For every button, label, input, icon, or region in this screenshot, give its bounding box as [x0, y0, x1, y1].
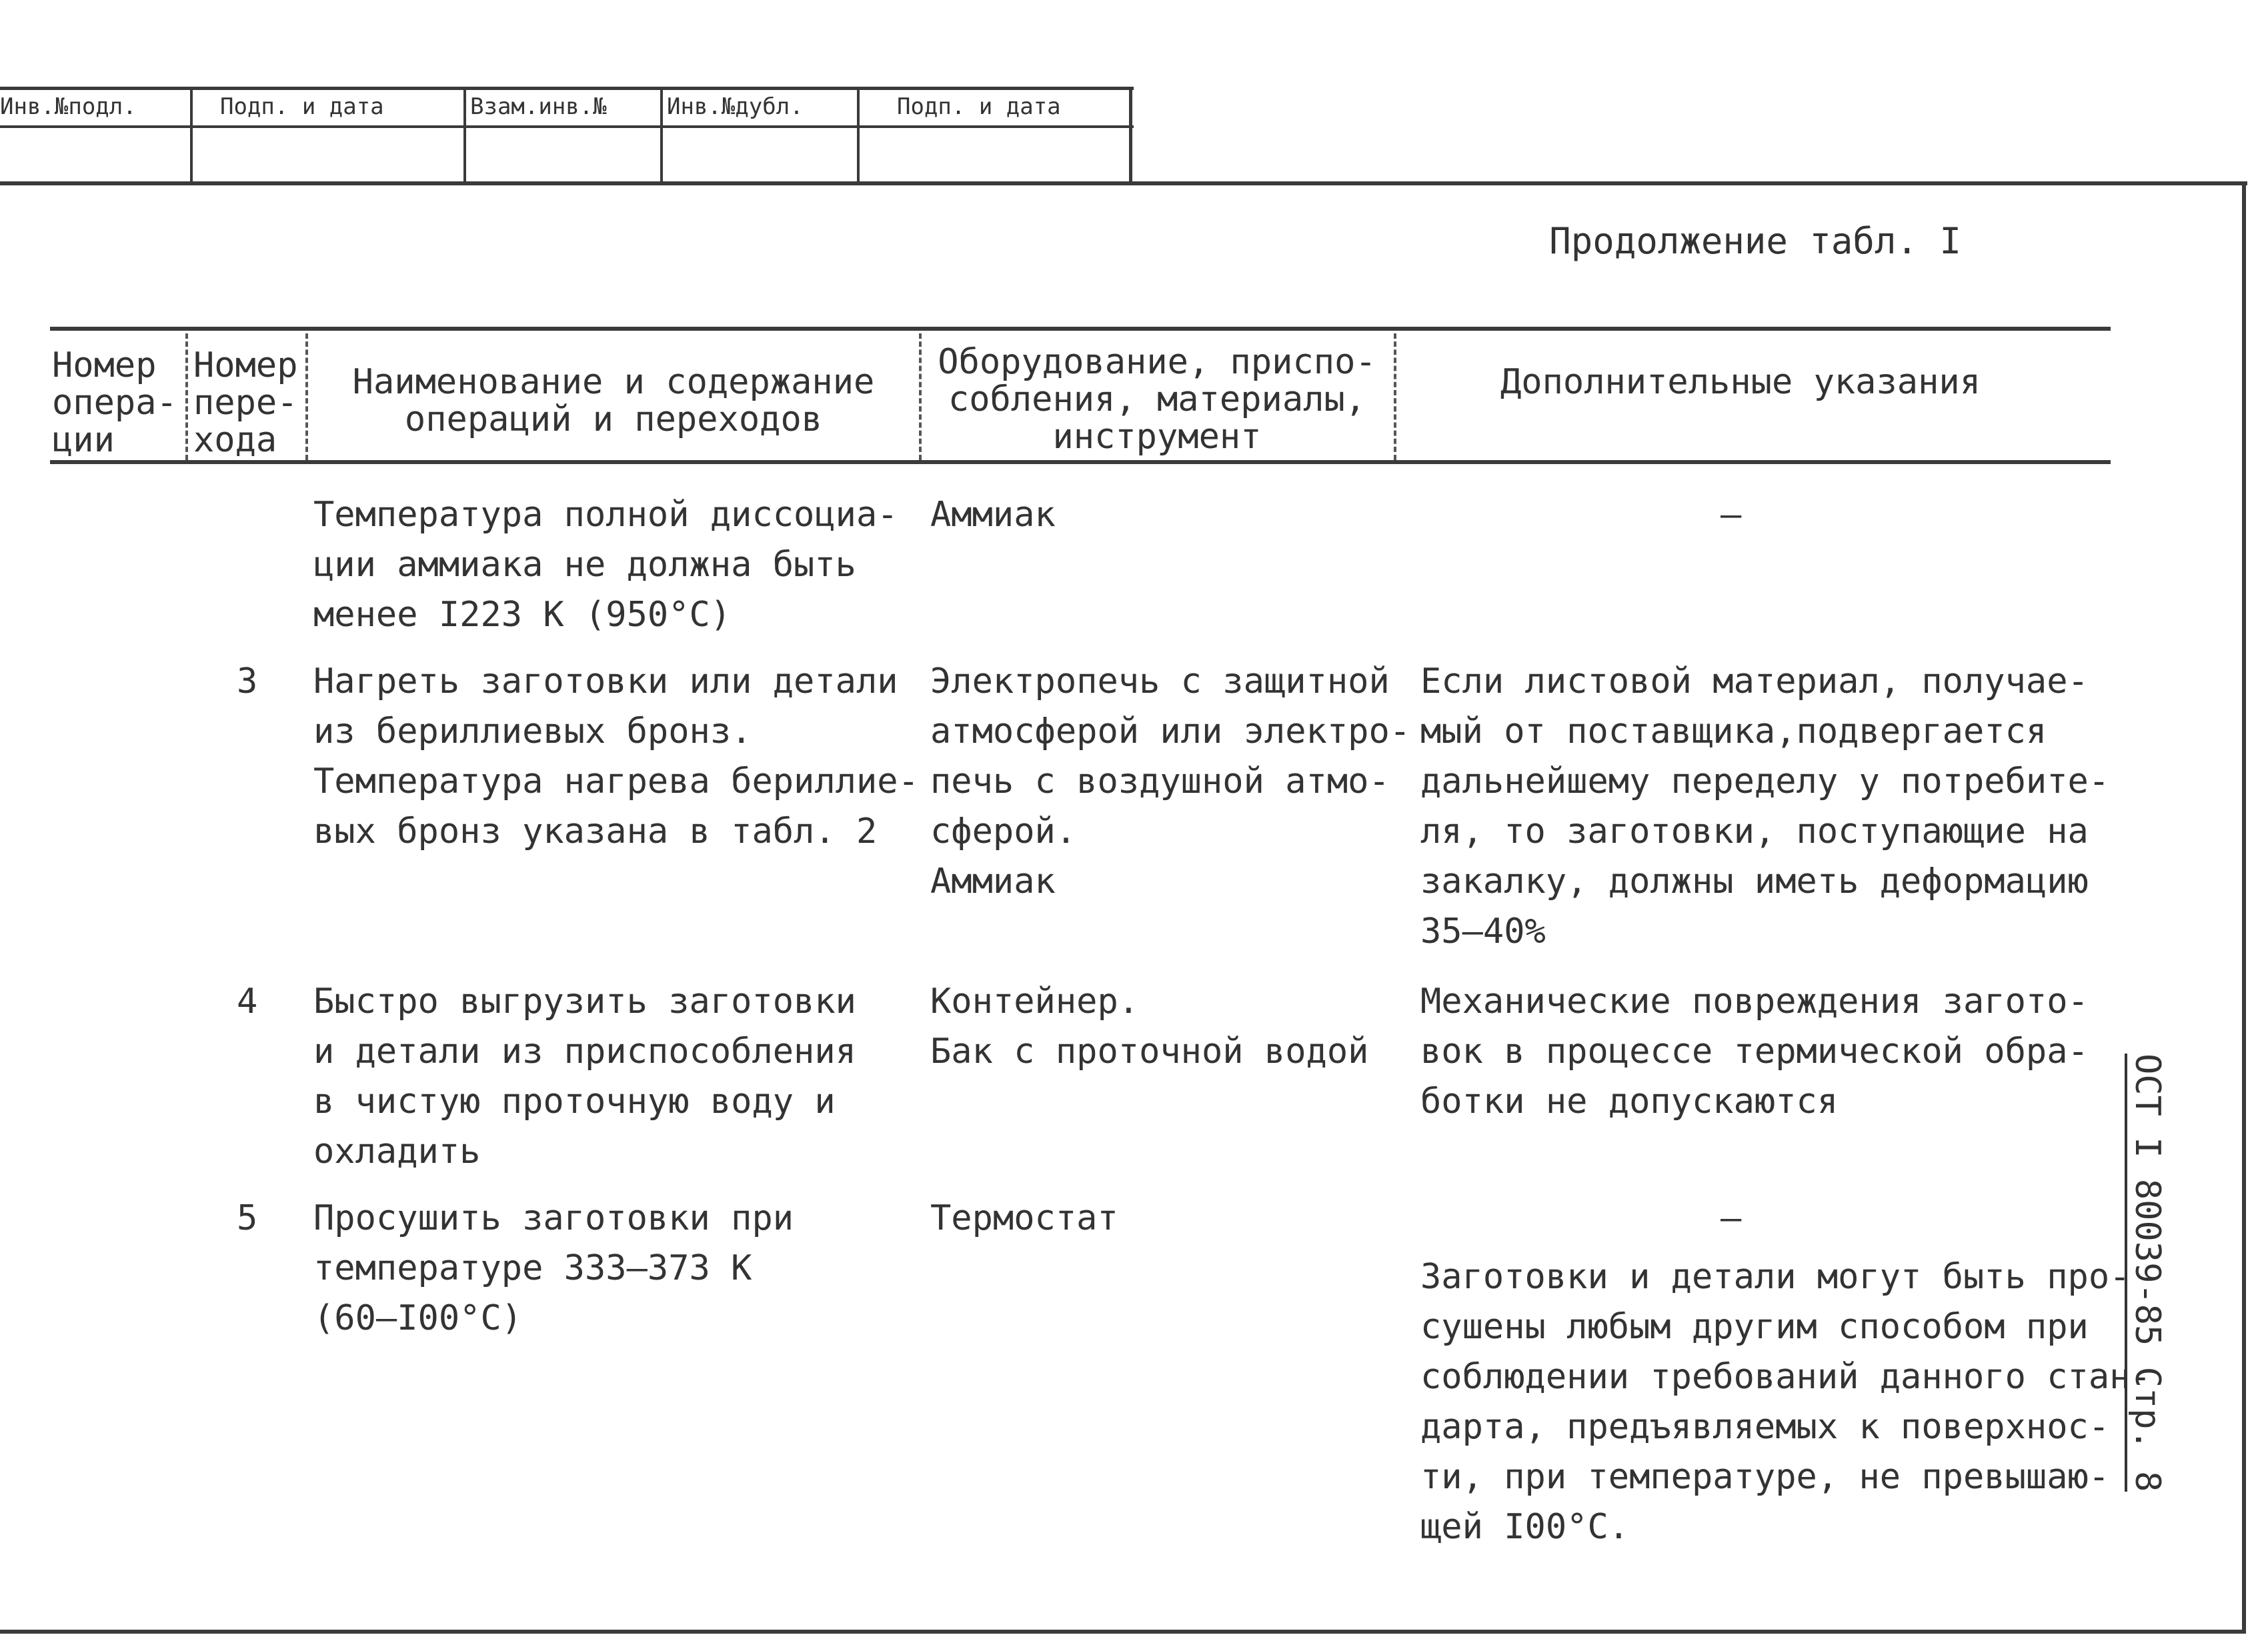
row-equipment: Электропечь с защитной атмосферой или электро- печь с воздушной атмо- сферой. Аммиак: [930, 661, 1411, 902]
row-notes: Механические повреждения загото- вок в процессе термической обра- ботки не допускаются: [1420, 982, 2089, 1122]
row-notes: Заготовки и детали могут быть про- сушены любым другим способом при соблюдении требований данного стан- дарта, предъявляемых к поверхнос- ти, при температуре, не превышаю- щей I00°С.: [1420, 1257, 2151, 1547]
header-operation-number: Номер опера- ции: [52, 345, 177, 460]
row-operation-name: Температура полной диссоциа- ции аммиака не должна быть менее I223 К (950°С): [313, 495, 898, 635]
header-operation-name: Наименование и содержание операций и переходов: [352, 362, 875, 439]
row-step-number: 4: [237, 982, 258, 1022]
row-notes: Если листовой материал, получае- мый от поставщика,подвергается дальнейшему переделу у потребите- ля, то заготовки, поступающие на закалку, должны иметь деформацию 35–40%: [1420, 661, 2110, 952]
row-equipment: Аммиак: [930, 495, 1056, 535]
row-step-number: 5: [237, 1198, 258, 1238]
stamp-col-vzam-inv: Взам.инв.№: [470, 93, 607, 120]
stamp-col-inv-dubl: Инв.№дубл.: [667, 93, 804, 120]
row-equipment: Термостат: [930, 1198, 1118, 1238]
row-notes: –: [1721, 495, 1742, 535]
stamp-col-podp-date: Подп. и дата: [220, 93, 384, 120]
header-notes: Дополнительные указания: [1500, 362, 1981, 402]
row-operation-name: Быстро выгрузить заготовки и детали из приспособления в чистую проточную воду и охладить: [313, 982, 856, 1172]
stamp-col-inv-podl: Инв.№подл.: [0, 93, 137, 120]
row-operation-name: Просушить заготовки при температуре 333–373 К (60–I00°С): [313, 1198, 794, 1338]
row-operation-name: Нагреть заготовки или детали из бериллиевых бронз. Температура нагрева бериллие- вых бронз указана в табл. 2: [313, 661, 919, 852]
stamp-col-podp-date-2: Подп. и дата: [897, 93, 1061, 120]
document-code: ОСТ I 80039-85 Стр. 8: [2125, 1054, 2167, 1492]
row-equipment: Контейнер. Бак с проточной водой: [930, 982, 1369, 1072]
row-step-number: 3: [237, 661, 258, 701]
row-notes-dash: –: [1721, 1198, 1742, 1238]
header-equipment: Оборудование, приспо- собления, материалы, инструмент: [938, 342, 1376, 457]
continuation-title: Продолжение табл. I: [1549, 220, 1961, 262]
header-step-number: Номер пере- хода: [193, 345, 298, 460]
